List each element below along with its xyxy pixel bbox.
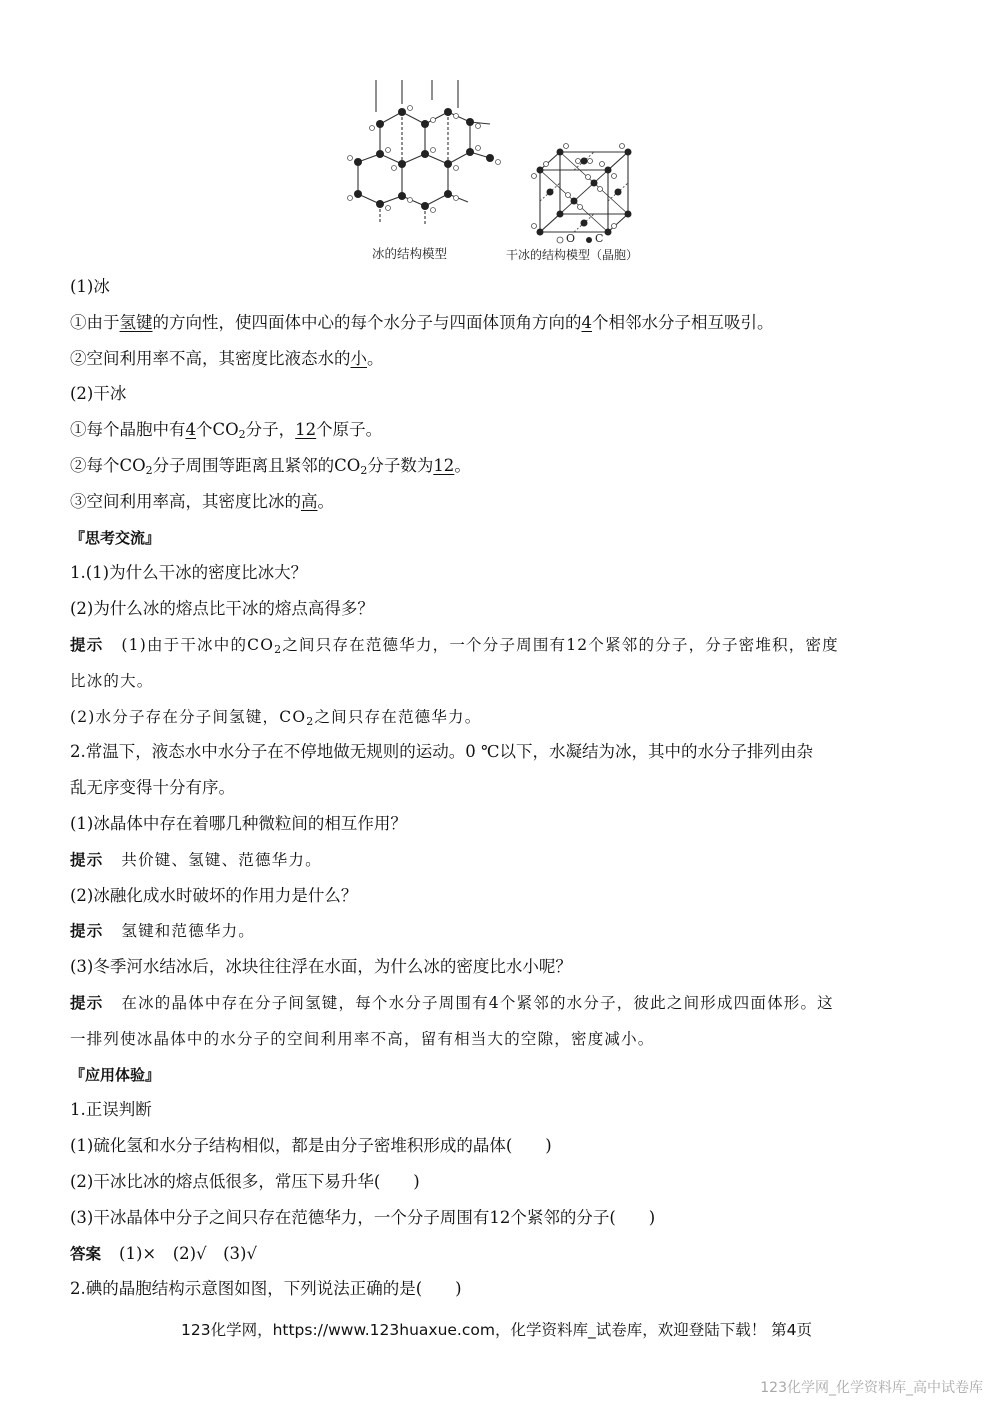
dry-ice-oxygen-atoms: [532, 144, 625, 229]
task-1: 1.正误判断: [70, 1100, 152, 1120]
page-footer: 123化学网，https://www.123huaxue.com，化学资料库_试卷库，欢迎登陆下载！ 第4页: [180, 1321, 812, 1339]
question-2-3: (3)冬季河水结冰后，冰块往往浮在水面，为什么冰的密度比水小呢？: [70, 957, 572, 977]
hint-2-3-cont: 一排列使冰晶体中的水分子的空间利用率不高，留有相当大的空隙，密度减小。: [70, 1029, 655, 1048]
page-content: [70, 274, 930, 1312]
hint-2-1: 提示 共价键、氢键、范德华力。: [70, 850, 322, 869]
answer: 答案 (1)× (2)√ (3)√: [70, 1243, 257, 1263]
question-1b: (2)为什么冰的熔点比干冰的熔点高得多？: [70, 599, 374, 619]
dry-ice-point-1: ①每个晶胞中有4个$CO_2$分子，12个原子。: [70, 420, 383, 442]
watermark: 123化学网_化学资料库_高中试卷库: [760, 1380, 983, 1396]
task-1-2: (2)干冰比冰的熔点低很多，常压下易升华( ): [70, 1171, 420, 1191]
dry-ice-caption: 干冰的结构模型（晶胞）: [506, 248, 639, 262]
discuss-heading: 『思考交流』: [70, 528, 161, 547]
legend-o-marker: [557, 237, 563, 243]
hint-1a: 提示 (1)由于干冰中的$CO_2$之间只存在范德华力，一个分子周围有12个紧邻的分子，分子密堆积，密度: [70, 635, 839, 656]
dry-ice-point-2: ②每个$CO_2$分子周围等距离且紧邻的$CO_2$分子数为12。: [70, 455, 471, 477]
ice-title: (1)冰: [70, 277, 110, 296]
task-1-3: (3)干冰晶体中分子之间只存在范德华力，一个分子周围有12个紧邻的分子( ): [70, 1207, 656, 1227]
question-2-2: (2)冰融化成水时破坏的作用力是什么？: [70, 885, 358, 905]
apply-heading: 『应用体验』: [70, 1065, 161, 1084]
legend-c-marker: [586, 237, 592, 243]
dry-ice-title: (2)干冰: [70, 384, 127, 404]
legend-o-label: O: [566, 232, 576, 245]
question-2: 2.常温下，液态水中水分子在不停地做无规则的运动。0 ℃以下，水凝结为冰，其中的水分子排列由杂: [70, 742, 813, 762]
task-1-1: (1)硫化氢和水分子结构相似，都是由分子密堆积形成的晶体( ): [70, 1136, 552, 1156]
ice-atoms: [354, 108, 494, 210]
hint-2-2: 提示 氢键和范德华力。: [70, 922, 256, 941]
ice-point-1: ①由于氢键的方向性，使四面体中心的每个水分子与四面体顶角方向的4个相邻水分子相互吸引。: [70, 312, 774, 332]
hint-2-3: 提示 在冰的晶体中存在分子间氢键，每个水分子周围有4个紧邻的水分子，彼此之间形成四面体形。这: [70, 993, 834, 1012]
ice-point-2: ②空间利用率不高，其密度比液态水的小。: [70, 348, 384, 368]
hint-1b: (2)水分子存在分子间氢键，$CO_2$之间只存在范德华力。: [70, 707, 482, 728]
task-2: 2.碘的晶胞结构示意图如图，下列说法正确的是( ): [70, 1279, 462, 1299]
ice-caption: 冰的结构模型: [372, 246, 448, 261]
legend-c-label: C: [595, 232, 604, 245]
crystal-structure-diagram: [330, 72, 670, 272]
dry-ice-point-3: ③空间利用率高，其密度比冰的高。: [70, 491, 334, 511]
question-2-1: (1)冰晶体中存在着哪几种微粒间的相互作用？: [70, 813, 407, 833]
question-1a: 1.(1)为什么干冰的密度比冰大？: [70, 563, 308, 583]
question-2-cont: 乱无序变得十分有序。: [70, 778, 235, 798]
structure-figure: [330, 72, 670, 272]
hint-1a-cont: 比冰的大。: [70, 671, 154, 690]
